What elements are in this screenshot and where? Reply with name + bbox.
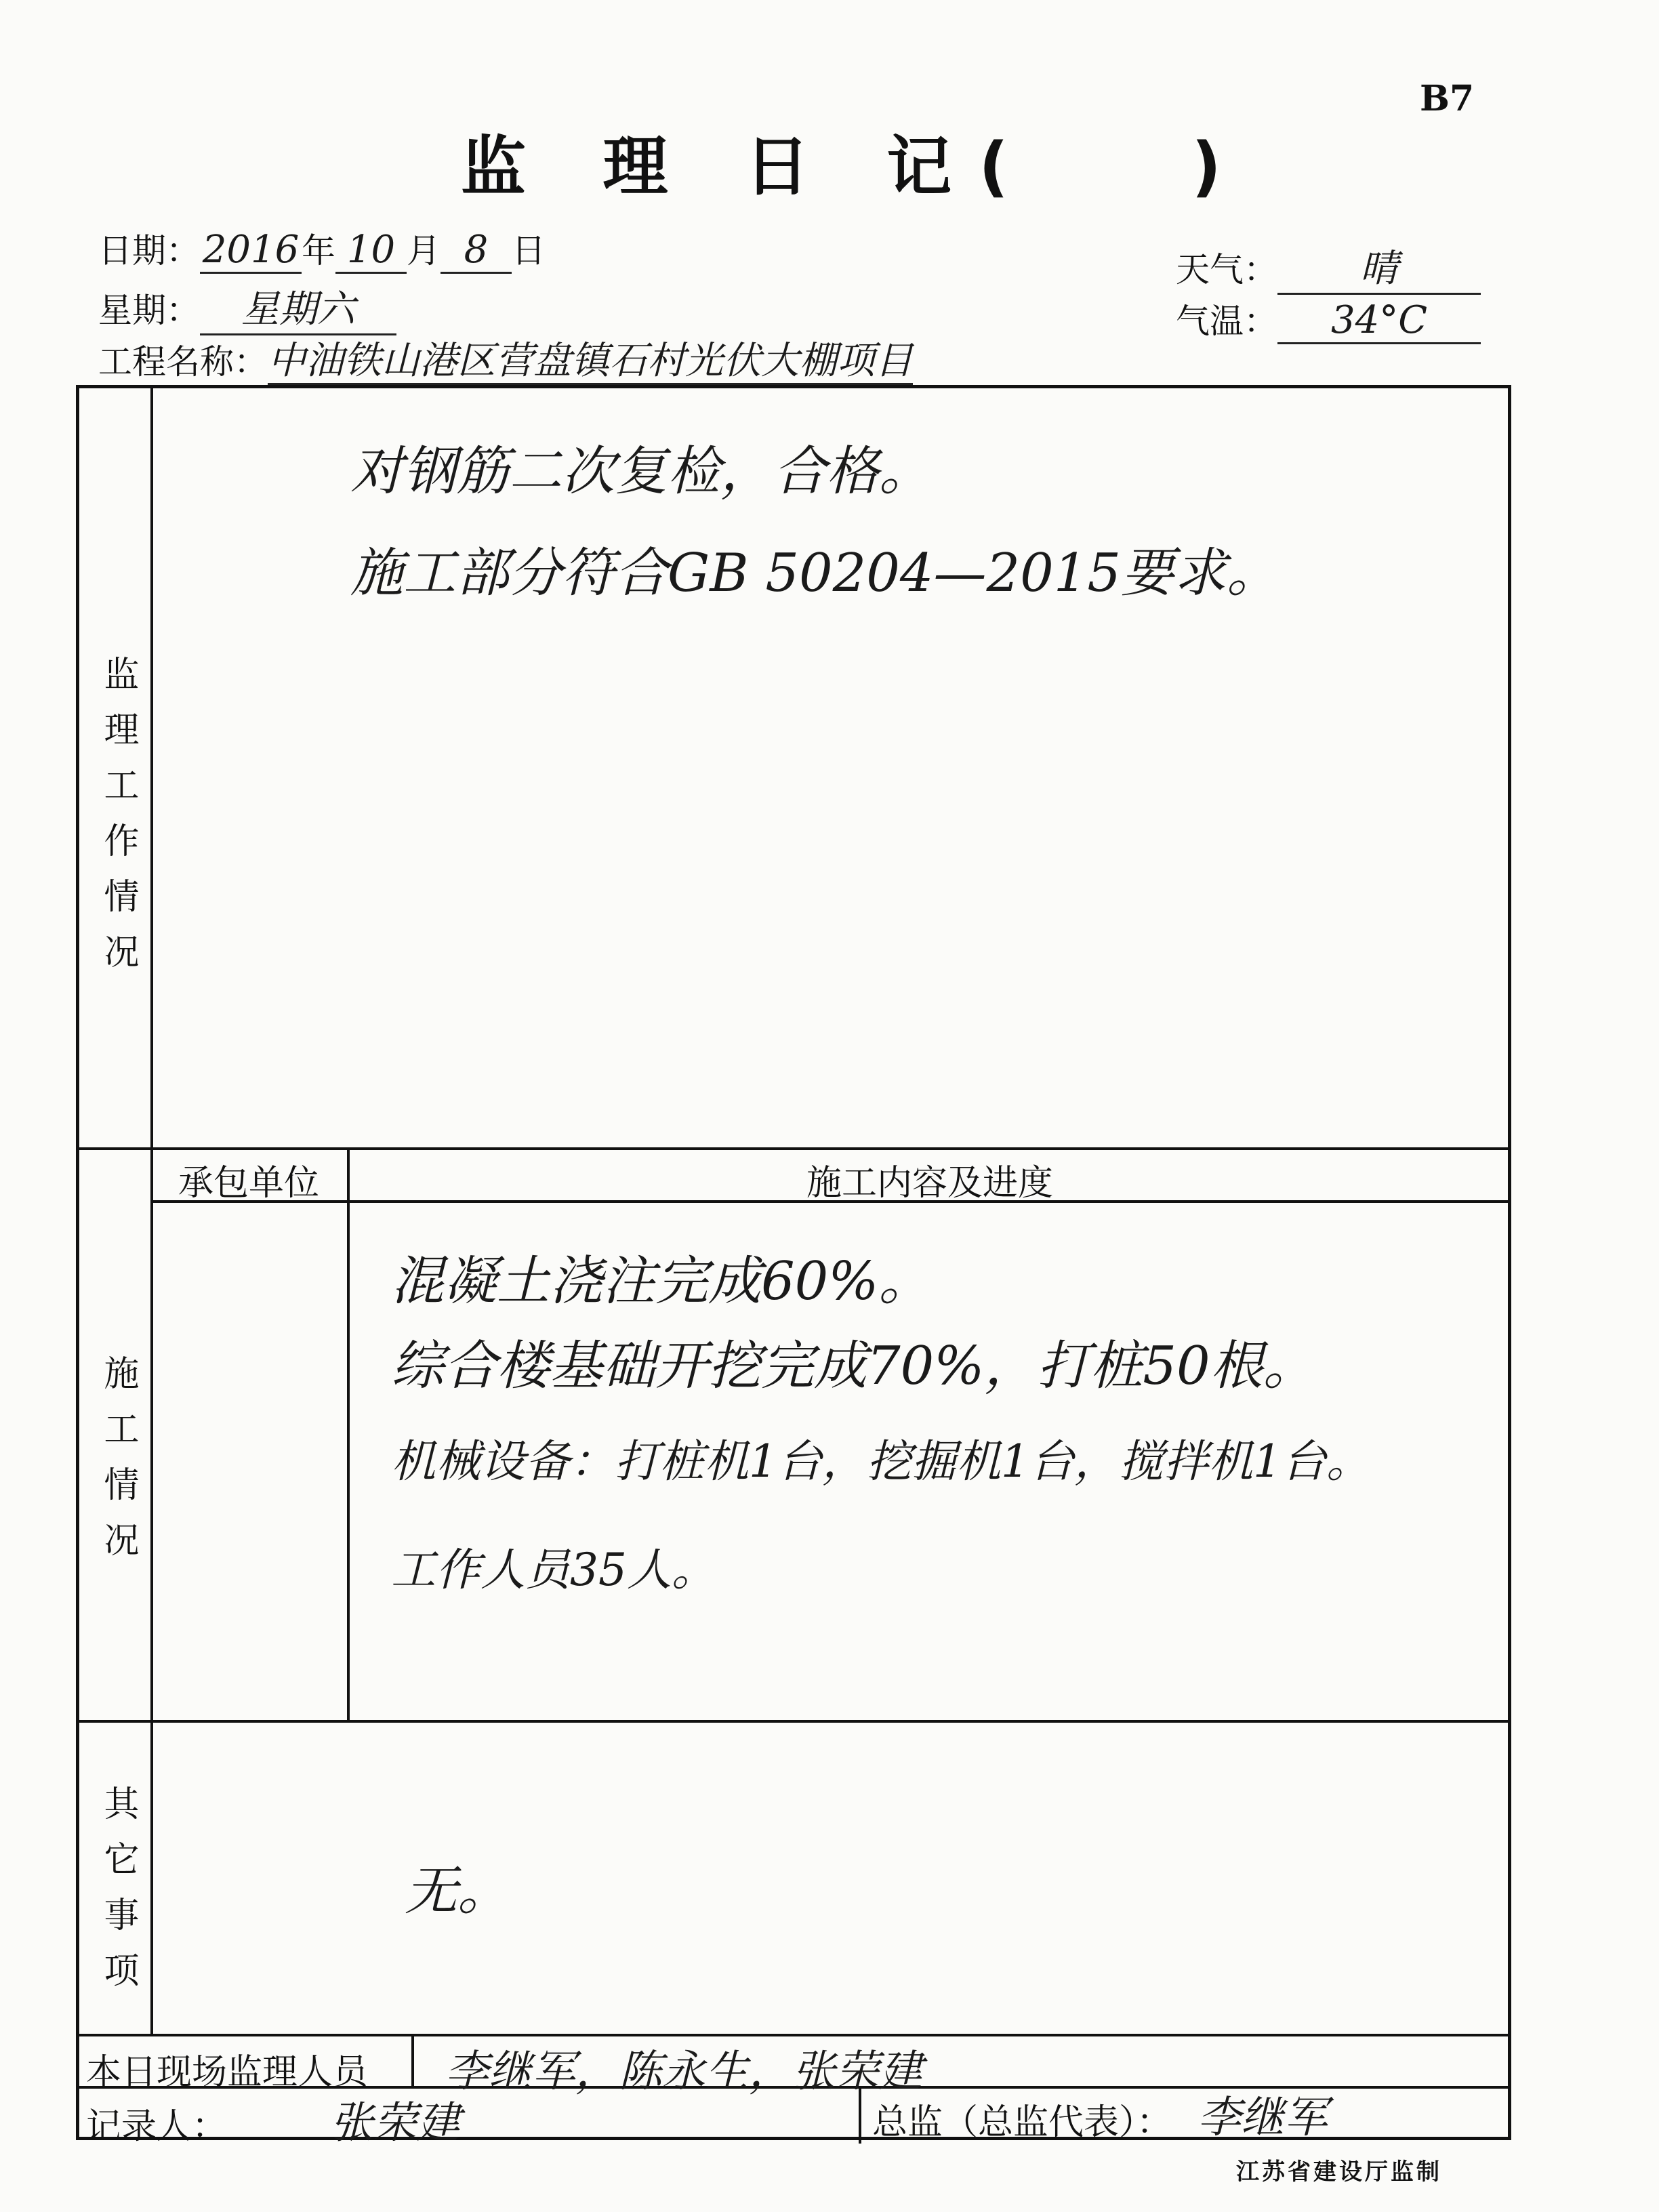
other-content: 无。 — [405, 1861, 511, 1922]
date-year: 2016 — [200, 228, 302, 274]
weather-row — [1176, 239, 1481, 295]
diary-table — [76, 385, 1511, 2148]
section-divider-2 — [79, 1720, 1509, 1723]
staff-label-divider — [411, 2034, 414, 2086]
construction-line-2: 综合楼基础开挖完成70%，打桩50根。 — [391, 1336, 1316, 1397]
project-label: 工程名称： — [98, 342, 268, 382]
project-row — [98, 331, 913, 385]
contractor-column-header: 承包单位 — [178, 1163, 319, 1204]
date-label: 日期： — [98, 231, 200, 270]
weather-label: 天气： — [1176, 250, 1277, 289]
supervision-line-1: 对钢筋二次复检，合格。 — [350, 441, 933, 502]
construction-section-label: 施工情况 — [98, 1355, 138, 1577]
title-text: 监 理 日 记( — [461, 129, 1036, 205]
year-unit: 年 — [302, 231, 335, 270]
staff-label: 本日现场监理人员 — [86, 2052, 369, 2093]
progress-column-header: 施工内容及进度 — [806, 1163, 1053, 1204]
construction-line-1: 混凝土浇注完成60%。 — [391, 1251, 932, 1312]
supervision-section-label: 监理工作情况 — [98, 655, 138, 989]
page-title — [461, 115, 1248, 208]
issuer-note: 江苏省建设厅监制 — [1236, 2158, 1442, 2186]
weekday-label: 星期： — [98, 291, 200, 330]
side-column-divider — [150, 388, 153, 2034]
temperature-value: 34°C — [1277, 298, 1481, 344]
weekday-value: 星期六 — [200, 279, 396, 335]
recorder-label: 记录人： — [86, 2106, 228, 2147]
weather-value: 晴 — [1277, 239, 1481, 295]
staff-names: 李继军，陈永生，张荣建 — [445, 2047, 922, 2097]
chief-name: 李继军 — [1197, 2093, 1328, 2143]
day-unit: 日 — [512, 231, 546, 270]
date-row — [98, 224, 546, 274]
recorder-name: 张荣建 — [330, 2098, 460, 2148]
supervision-line-2: 施工部分符合GB 50204—2015要求。 — [350, 543, 1280, 604]
contractor-column-divider — [347, 1147, 350, 1720]
chief-label: 总监（总监代表）： — [872, 2102, 1172, 2143]
temperature-label: 气温： — [1176, 302, 1277, 341]
section-divider-1 — [79, 1147, 1509, 1150]
date-day: 8 — [441, 228, 512, 274]
construction-line-4: 工作人员35人。 — [391, 1544, 716, 1596]
month-unit: 月 — [407, 231, 441, 270]
temperature-row — [1176, 294, 1481, 344]
date-month: 10 — [335, 228, 407, 274]
construction-line-3: 机械设备：打桩机1台，挖掘机1台，搅拌机1台。 — [391, 1435, 1371, 1488]
project-name: 中油铁山港区营盘镇石村光伏大棚项目 — [268, 339, 913, 385]
title-close: ) — [1191, 129, 1249, 205]
weekday-row — [98, 279, 396, 335]
document-code: B7 — [1420, 78, 1475, 119]
other-section-label: 其它事项 — [98, 1785, 138, 2007]
